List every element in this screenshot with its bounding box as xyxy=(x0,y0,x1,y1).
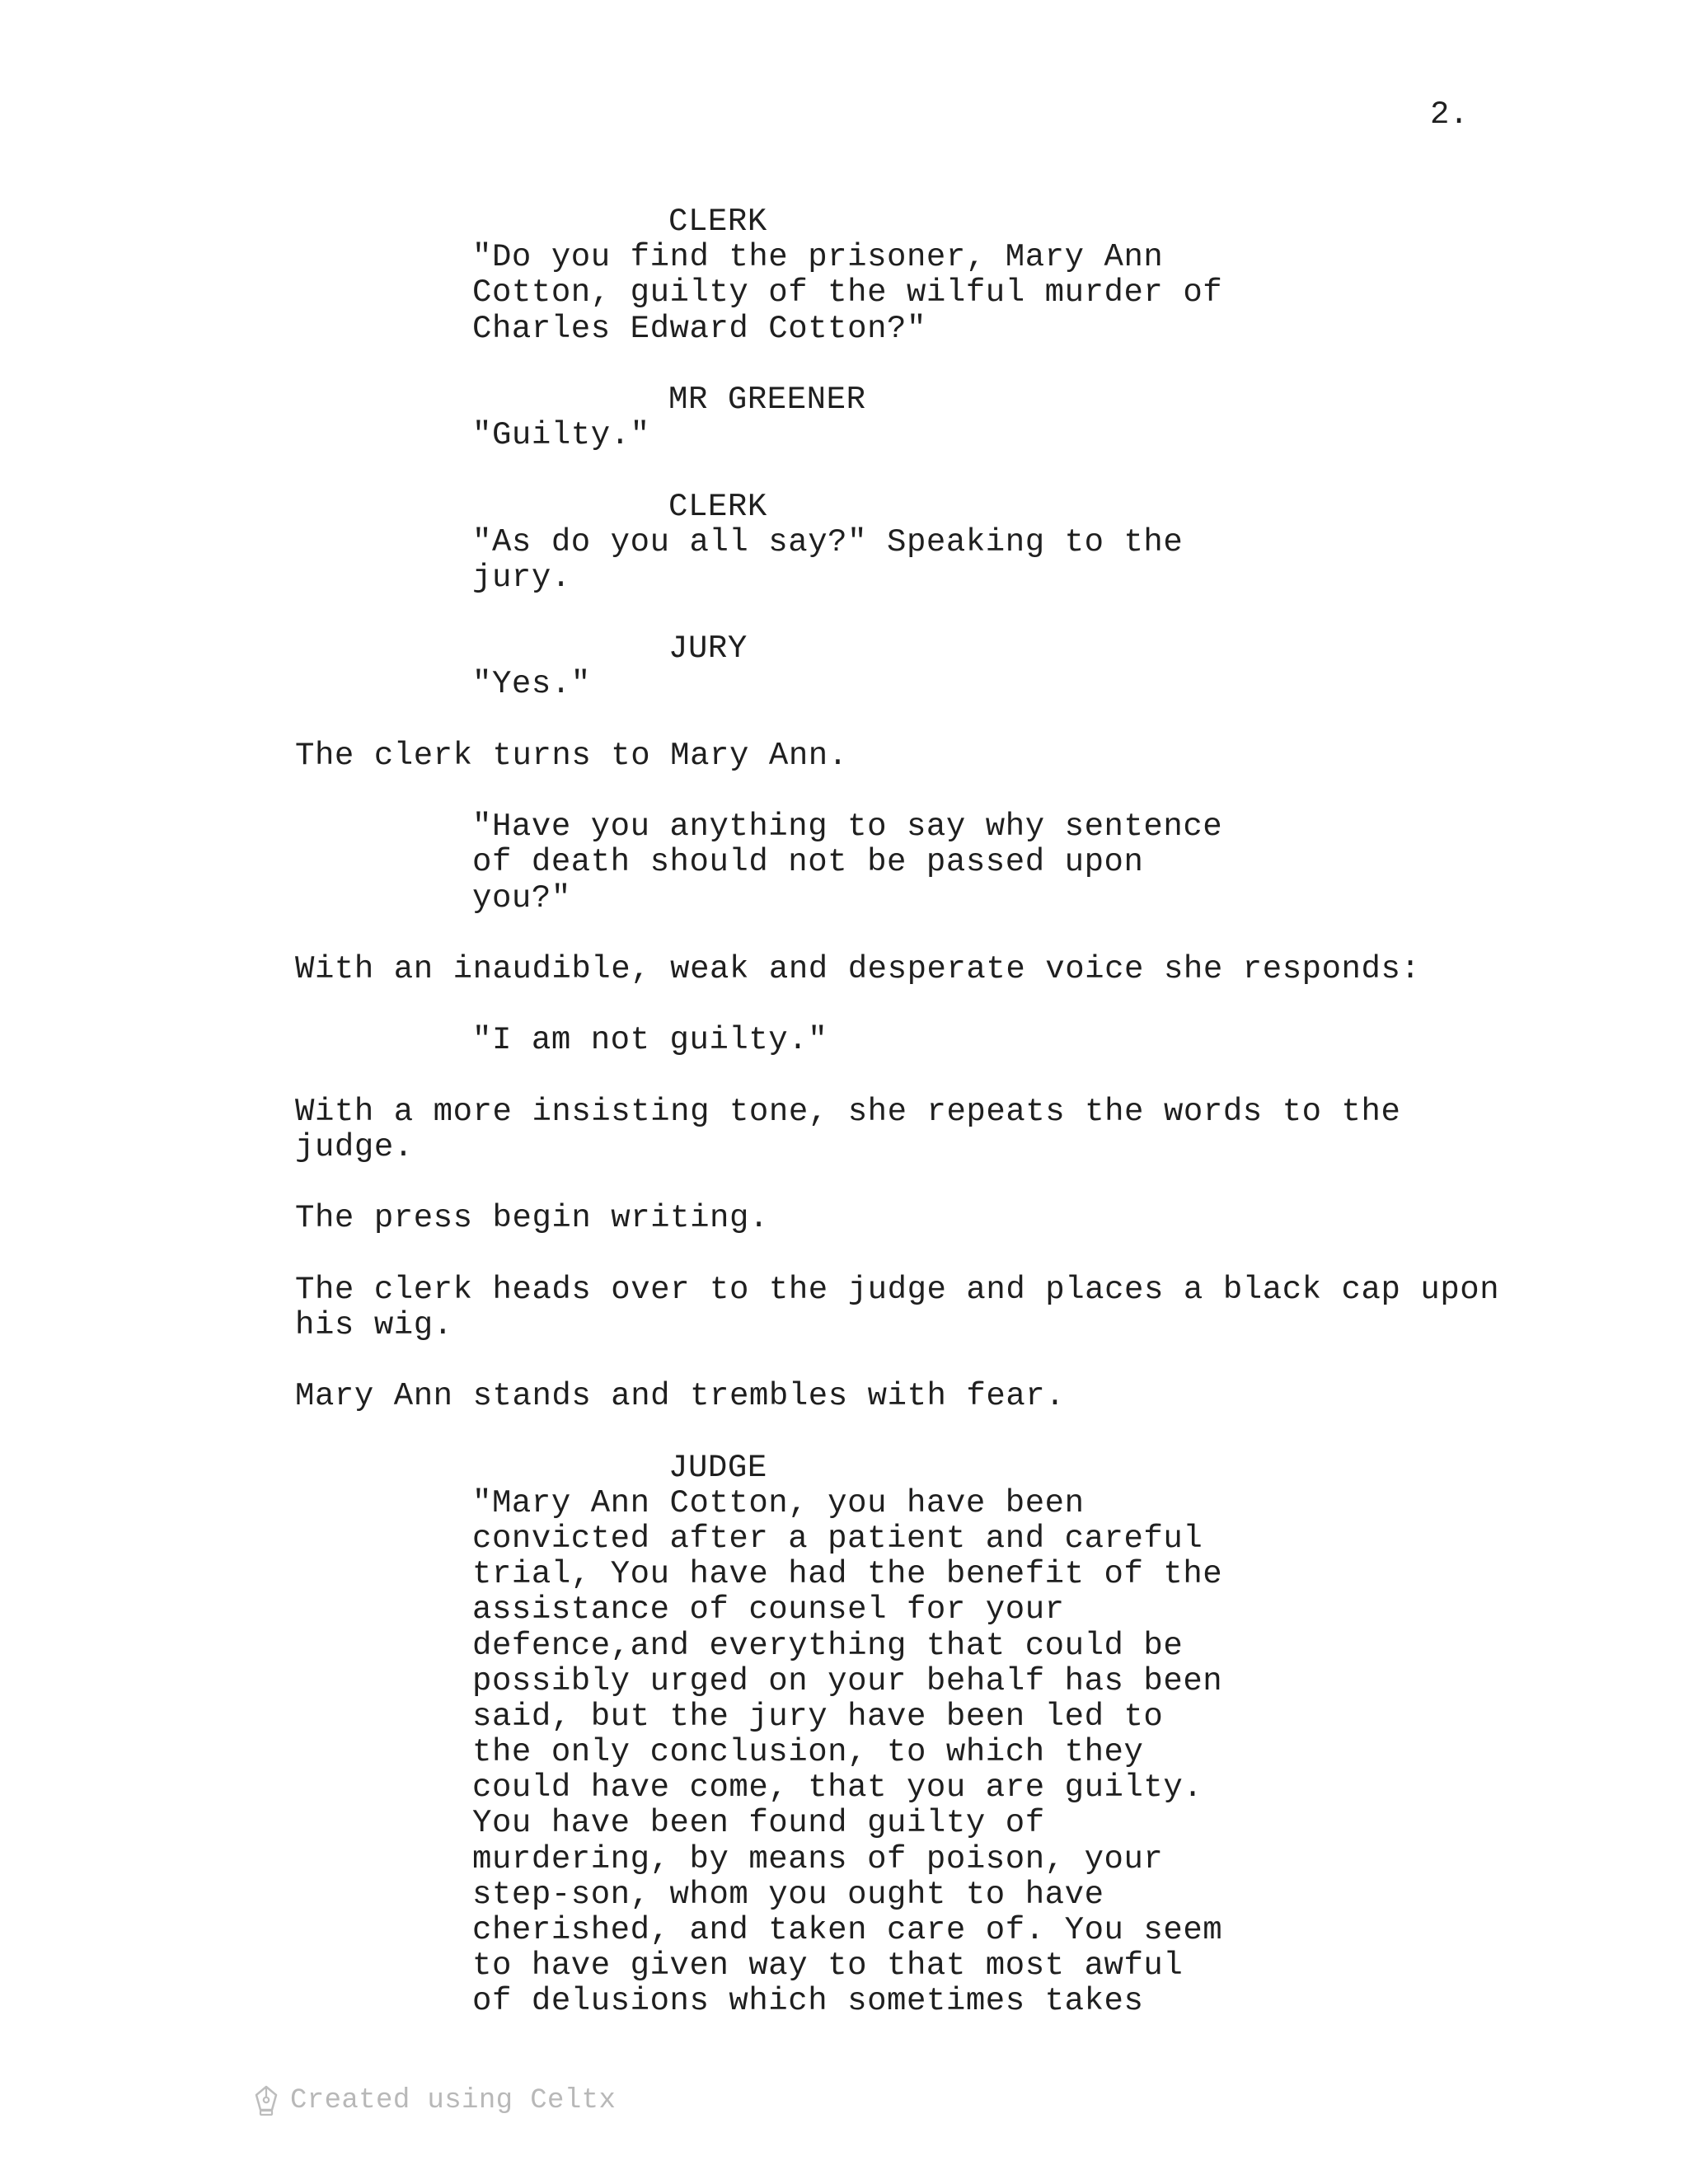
block-gap xyxy=(295,453,1581,489)
action-block xyxy=(295,1272,1581,1343)
character-cue xyxy=(295,631,1581,667)
block-gap xyxy=(295,987,1581,1023)
block-gap xyxy=(295,1414,1581,1450)
block-gap xyxy=(295,1236,1581,1272)
action-line: Mary Ann stands and trembles with fear. xyxy=(295,1378,1066,1415)
dialogue-line: assistance of counsel for your xyxy=(472,1591,1065,1629)
dialogue-line: defence,and everything that could be xyxy=(472,1627,1184,1664)
dialogue-line: Charles Edward Cotton?" xyxy=(472,310,926,347)
dialogue-line: trial, You have had the benefit of the xyxy=(472,1556,1223,1593)
dialogue-line: of delusions which sometimes takes xyxy=(472,1983,1144,2020)
action-line: his wig. xyxy=(295,1306,453,1343)
dialogue-block xyxy=(295,240,1581,347)
block-gap xyxy=(295,916,1581,952)
dialogue-line: "Yes." xyxy=(472,666,591,703)
dialogue-line: convicted after a patient and careful xyxy=(472,1520,1203,1557)
dialogue-line: murdering, by means of poison, your xyxy=(472,1840,1164,1877)
dialogue-line: of death should not be passed upon xyxy=(472,844,1144,881)
block-gap xyxy=(295,703,1581,738)
action-line: The clerk turns to Mary Ann. xyxy=(295,737,848,774)
dialogue-line: said, but the jury have been led to xyxy=(472,1698,1164,1735)
dialogue-line: jury. xyxy=(472,559,571,596)
dialogue-line: "Do you find the prisoner, Mary Ann xyxy=(472,239,1164,276)
character-line: JURY xyxy=(668,630,748,668)
dialogue-line: you?" xyxy=(472,879,571,916)
action-line: The press begin writing. xyxy=(295,1200,769,1237)
character-line: JUDGE xyxy=(668,1449,767,1486)
block-gap xyxy=(295,596,1581,631)
dialogue-block xyxy=(295,1023,1581,1058)
script-body xyxy=(295,204,1581,2020)
action-block xyxy=(295,738,1581,774)
celtx-pen-icon xyxy=(254,2085,279,2116)
dialogue-line: "As do you all say?" Speaking to the xyxy=(472,523,1184,560)
action-block xyxy=(295,1201,1581,1236)
character-cue xyxy=(295,382,1581,418)
dialogue-line: "Have you anything to say why sentence xyxy=(472,808,1223,846)
dialogue-line: could have come, that you are guilty. xyxy=(472,1769,1203,1807)
dialogue-block xyxy=(295,667,1581,702)
character-cue xyxy=(295,204,1581,240)
footer-watermark xyxy=(254,2085,616,2116)
dialogue-line: Cotton, guilty of the wilful murder of xyxy=(472,274,1223,312)
dialogue-block xyxy=(295,418,1581,453)
character-line: CLERK xyxy=(668,488,767,525)
action-line: judge. xyxy=(295,1128,414,1165)
dialogue-line: the only conclusion, to which they xyxy=(472,1734,1144,1771)
dialogue-block xyxy=(295,525,1581,596)
block-gap xyxy=(295,774,1581,809)
action-block xyxy=(295,952,1581,987)
character-line: CLERK xyxy=(668,204,767,240)
block-gap xyxy=(295,1165,1581,1201)
footer-text: Created using Celtx xyxy=(290,2085,617,2116)
dialogue-line: "Guilty." xyxy=(472,417,650,454)
dialogue-line: You have been found guilty of xyxy=(472,1805,1045,1842)
character-cue xyxy=(295,1451,1581,1486)
dialogue-line: cherished, and taken care of. You seem xyxy=(472,1912,1223,1948)
dialogue-line: "Mary Ann Cotton, you have been xyxy=(472,1484,1085,1521)
action-line: With a more insisting tone, she repeats the words to the xyxy=(295,1093,1401,1130)
action-line: The clerk heads over to the judge and places a black cap upon xyxy=(295,1271,1500,1308)
action-block xyxy=(295,1094,1581,1165)
action-line: With an inaudible, weak and desperate voice she responds: xyxy=(295,950,1421,987)
block-gap xyxy=(295,347,1581,382)
character-line: MR GREENER xyxy=(668,381,866,418)
dialogue-line: possibly urged on your behalf has been xyxy=(472,1662,1223,1699)
dialogue-block xyxy=(295,809,1581,916)
character-cue xyxy=(295,490,1581,525)
dialogue-block xyxy=(295,1486,1581,2020)
page-number: 2. xyxy=(1430,96,1469,133)
action-block xyxy=(295,1379,1581,1414)
block-gap xyxy=(295,1343,1581,1379)
block-gap xyxy=(295,1059,1581,1094)
dialogue-line: to have given way to that most awful xyxy=(472,1947,1184,1985)
dialogue-line: step-son, whom you ought to have xyxy=(472,1876,1104,1913)
dialogue-line: "I am not guilty." xyxy=(472,1022,828,1059)
